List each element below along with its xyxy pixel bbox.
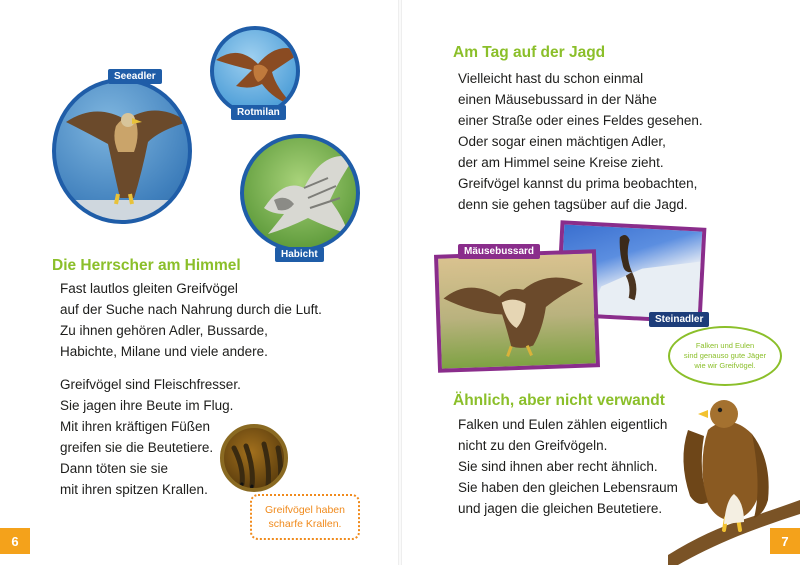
right-paragraph-1	[458, 68, 703, 215]
claws-note	[250, 494, 360, 540]
habicht-label: Habicht	[275, 247, 324, 262]
text-line: Habichte, Milane und viele andere.	[60, 344, 268, 359]
text-line: auf der Suche nach Nahrung durch die Luft.	[60, 302, 322, 317]
text-line: Fast lautlos gleiten Greifvögel	[60, 281, 238, 296]
rotmilan-label: Rotmilan	[231, 105, 286, 120]
text-line: Sie haben den gleichen Lebensraum	[458, 480, 678, 495]
rotmilan-photo	[210, 26, 300, 116]
right-heading-2: Ähnlich, aber nicht verwandt	[453, 392, 665, 409]
text-line: Zu ihnen gehören Adler, Bussarde,	[60, 323, 268, 338]
text-line: Falken und Eulen zählen eigentlich	[458, 417, 668, 432]
text-line: einer Straße oder eines Feldes gesehen.	[458, 113, 703, 128]
text-line: mit ihren spitzen Krallen.	[60, 482, 208, 497]
text-line: Vielleicht hast du schon einmal	[458, 71, 644, 86]
seeadler-photo	[52, 78, 192, 224]
text-line: Sie jagen ihre Beute im Flug.	[60, 398, 234, 413]
text-line: und jagen die gleichen Beutetiere.	[458, 501, 663, 516]
text-line: greifen sie die Beutetiere.	[60, 440, 214, 455]
speech-line: Falken und Eulen	[695, 341, 755, 350]
left-paragraph-1	[60, 278, 322, 362]
text-line: einen Mäusebussard in der Nähe	[458, 92, 657, 107]
note-line: scharfe Krallen.	[268, 518, 342, 530]
speech-line: wie wir Greifvögel.	[694, 361, 756, 370]
left-paragraph-2	[60, 374, 241, 500]
text-line: Sie sind ihnen aber recht ähnlich.	[458, 459, 658, 474]
speech-line: sind genauso gute Jäger	[683, 351, 767, 360]
text-line: der am Himmel seine Kreise zieht.	[458, 155, 664, 170]
right-heading-1: Am Tag auf der Jagd	[453, 44, 606, 61]
habicht-photo	[240, 134, 360, 252]
page-number-left: 6	[0, 528, 30, 554]
text-line: Mit ihren kräftigen Füßen	[60, 419, 211, 434]
text-line: Greifvögel sind Fleischfresser.	[60, 377, 241, 392]
text-line: Dann töten sie sie	[60, 461, 169, 476]
krallen-photo	[220, 424, 288, 492]
text-line: Greifvögel kannst du prima beobachten,	[458, 176, 698, 191]
text-line: Oder sogar einen mächtigen Adler,	[458, 134, 666, 149]
maeusebussard-photo	[434, 249, 600, 373]
right-paragraph-2	[458, 414, 678, 519]
text-line: denn sie gehen tagsüber auf die Jagd.	[458, 197, 688, 212]
speech-bubble	[668, 326, 782, 386]
page-number-right: 7	[770, 528, 800, 554]
text-line: nicht zu den Greifvögeln.	[458, 438, 608, 453]
left-heading: Die Herrscher am Himmel	[52, 257, 241, 274]
maeusebussard-label: Mäusebussard	[458, 244, 540, 259]
note-line: Greifvögel haben	[265, 504, 345, 516]
seeadler-label: Seeadler	[108, 69, 162, 84]
steinadler-label: Steinadler	[649, 312, 709, 327]
